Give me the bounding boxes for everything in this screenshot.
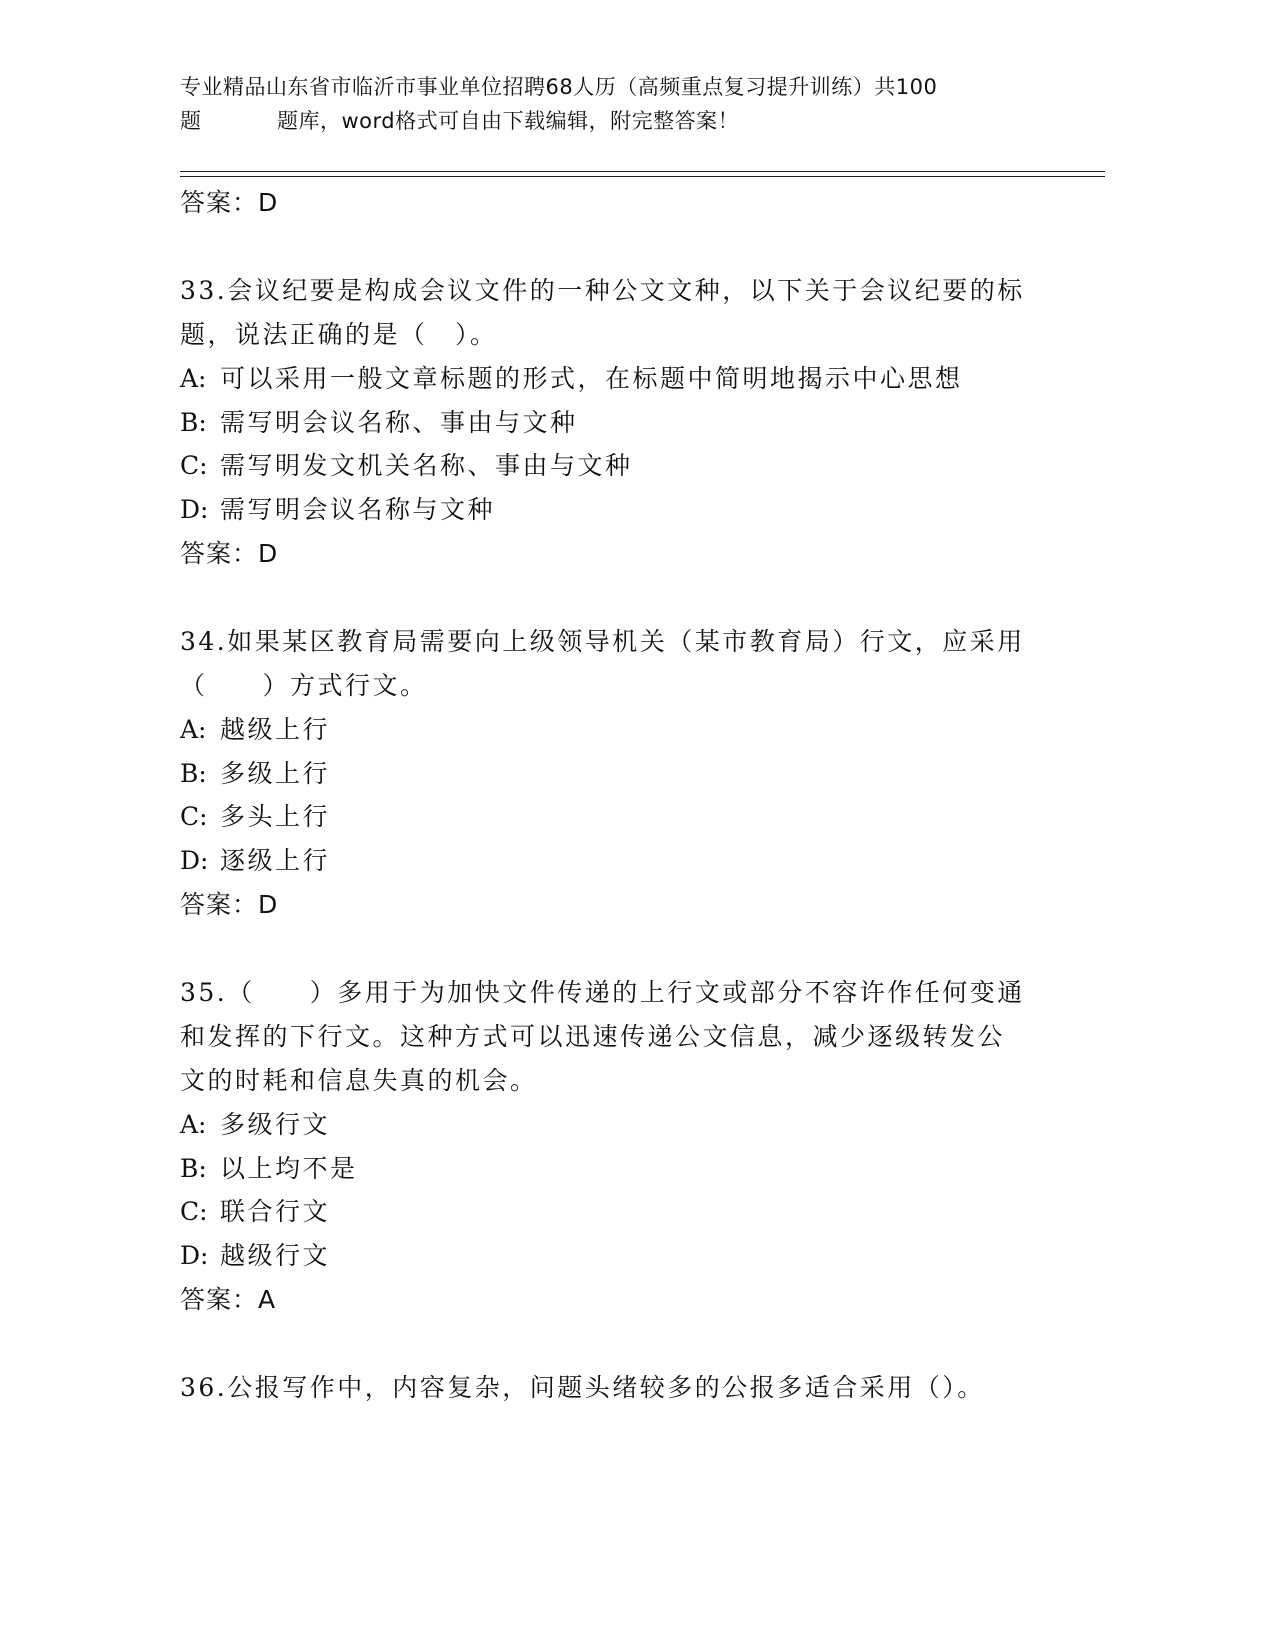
option-text: 多级行文: [220, 1110, 331, 1139]
question-text-line: 36.公报写作中，内容复杂，问题头绪较多的公报多适合采用（）。: [180, 1373, 985, 1402]
answer-line: 答案：D: [180, 890, 279, 919]
option-text: 多头上行: [220, 802, 331, 831]
option-text: 以上均不是: [220, 1153, 358, 1183]
option-c: [180, 1190, 1040, 1234]
header-line-2: [180, 104, 1040, 138]
question-33: [180, 269, 1040, 576]
header-divider-top: [180, 171, 1105, 172]
header-line-1: 专业精品山东省市临沂市事业单位招聘68人历（高频重点复习提升训练）共100: [180, 75, 938, 99]
page-header: [180, 70, 1040, 138]
question-36: [180, 1366, 1040, 1410]
answer-line: 答案：D: [180, 539, 279, 568]
option-b: [180, 752, 1040, 796]
option-text: 越级上行: [220, 715, 331, 744]
answer-line: 答案：A: [180, 1285, 277, 1314]
option-c: [180, 795, 1040, 839]
question-text-line: 文的时耗和信息失真的机会。: [180, 1066, 538, 1095]
option-text: 需写明发文机关名称、事由与文种: [220, 451, 633, 480]
option-text: 需写明会议名称与文种: [220, 494, 496, 524]
option-text: 可以采用一般文章标题的形式，在标题中简明地揭示中心思想: [220, 364, 963, 393]
previous-answer: 答案：D: [180, 188, 279, 217]
option-label: B:: [180, 758, 207, 788]
option-label: B:: [180, 407, 207, 437]
option-a: [180, 357, 1040, 401]
option-a: [180, 1103, 1040, 1147]
header-line-2-rest: 题库，word格式可自由下载编辑，附完整答案！: [277, 109, 740, 133]
question-text-line: 和发挥的下行文。这种方式可以迅速传递公文信息，减少逐级转发公: [180, 1022, 1006, 1051]
option-c: [180, 444, 1040, 488]
question-text-line: 题，说法正确的是（ ）。: [180, 320, 498, 349]
option-label: C:: [180, 802, 208, 831]
question-text-line: （ ）方式行文。: [180, 671, 428, 700]
option-d: [180, 1234, 1040, 1278]
question-text-line: 34.如果某区教育局需要向上级领导机关（某市教育局）行文，应采用: [180, 627, 1025, 656]
option-text: 逐级上行: [220, 845, 331, 875]
question-35: [180, 971, 1040, 1322]
option-text: 越级行文: [220, 1240, 331, 1270]
option-text: 联合行文: [220, 1197, 331, 1226]
option-text: 需写明会议名称、事由与文种: [220, 407, 578, 437]
option-b: [180, 1147, 1040, 1191]
option-label: C:: [180, 451, 208, 480]
option-label: B:: [180, 1153, 207, 1183]
question-34: [180, 620, 1040, 927]
option-label: D:: [180, 1240, 209, 1270]
option-label: D:: [180, 845, 209, 875]
header-divider-bottom: [180, 176, 1105, 177]
option-label: A:: [180, 364, 207, 393]
question-text-line: 33.会议纪要是构成会议文件的一种公文文种，以下关于会议纪要的标: [180, 276, 1025, 305]
question-text-line: 35.（ ）多用于为加快文件传递的上行文或部分不容许作任何变通: [180, 978, 1025, 1007]
option-label: A:: [180, 715, 207, 744]
option-text: 多级上行: [220, 758, 331, 788]
option-b: [180, 401, 1040, 445]
option-label: A:: [180, 1110, 207, 1139]
option-label: D:: [180, 494, 209, 524]
option-label: C:: [180, 1197, 208, 1226]
option-a: [180, 708, 1040, 752]
document-body: [180, 180, 1040, 1410]
header-line-2-prefix: 题: [180, 109, 202, 133]
option-d: [180, 488, 1040, 532]
option-d: [180, 839, 1040, 883]
